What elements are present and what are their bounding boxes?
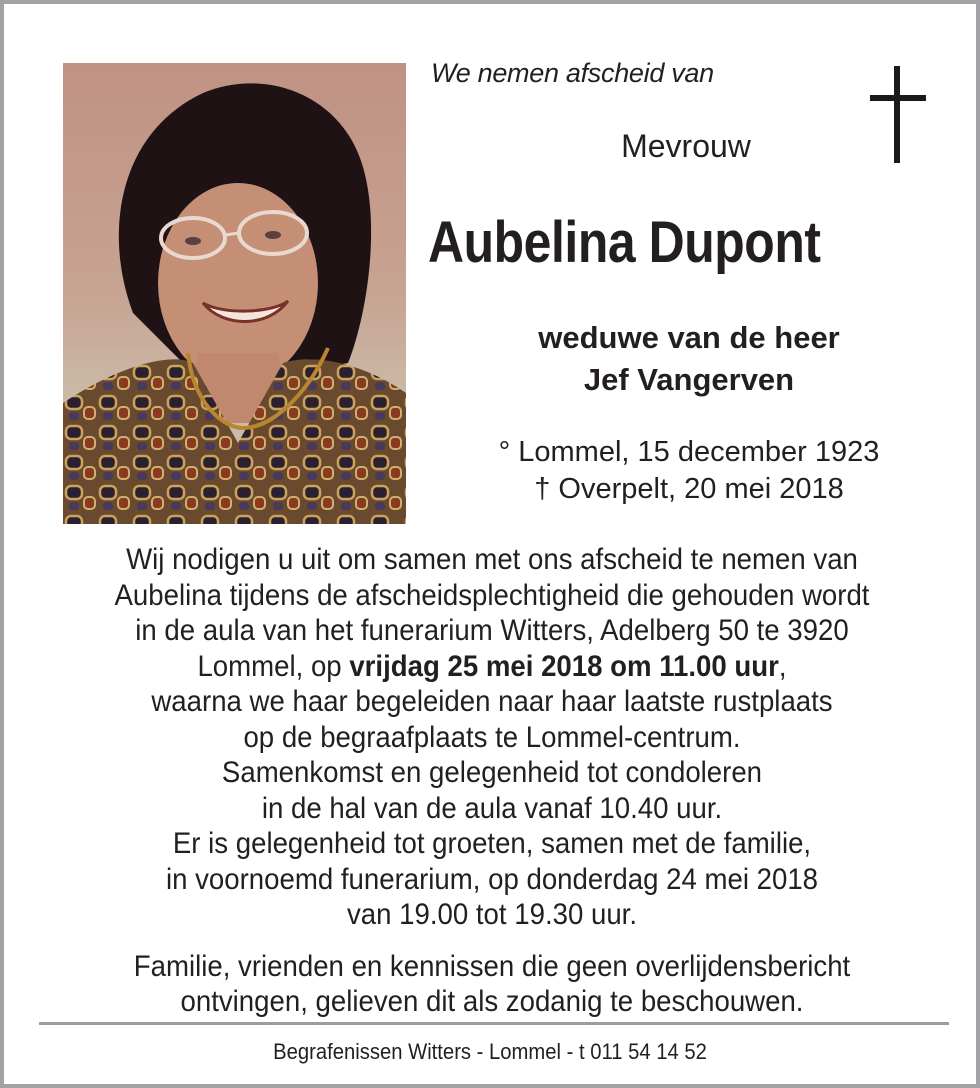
body-line: Samenkomst en gelegenheid tot condoleren bbox=[221, 756, 763, 789]
body-line: Er is gelegenheid tot groeten, samen met de familie, bbox=[172, 827, 812, 860]
body-line: van 19.00 tot 19.30 uur. bbox=[346, 898, 638, 931]
life-dates bbox=[444, 434, 934, 508]
salutation: Mevrouw bbox=[621, 128, 751, 164]
ceremony-details bbox=[61, 542, 922, 933]
footer-divider bbox=[39, 1022, 949, 1025]
ceremony-prefix: Lommel, op bbox=[197, 649, 350, 683]
death-date: † Overpelt, 20 mei 2018 bbox=[534, 473, 844, 505]
body-line: waarna we haar begeleiden naar haar laatste rustplaats bbox=[151, 685, 833, 718]
birth-date: ° Lommel, 15 december 1923 bbox=[498, 436, 880, 468]
closing-line: Familie, vrienden en kennissen die geen overlijdensbericht bbox=[133, 950, 851, 983]
spouse-relation: weduwe van de heer bbox=[538, 320, 840, 355]
intro-text: We nemen afscheid van bbox=[431, 58, 714, 88]
body-line: Aubelina tijdens de afscheidsplechtigheid die gehouden wordt bbox=[114, 578, 870, 612]
funeral-home-footer: Begrafenissen Witters - Lommel - t 011 54 14 52 bbox=[273, 1039, 707, 1064]
body-line: op de begraafplaats te Lommel-centrum. bbox=[243, 720, 741, 754]
ceremony-suffix: , bbox=[778, 649, 787, 683]
closing-line: ontvingen, gelieven dit als zodanig te beschouwen. bbox=[180, 985, 804, 1018]
death-notice-card bbox=[4, 4, 976, 1084]
body-line: Wij nodigen u uit om samen met ons afscheid te nemen van bbox=[126, 543, 858, 576]
ceremony-datetime: vrijdag 25 mei 2018 om 11.00 uur bbox=[349, 649, 779, 683]
body-line: in de hal van de aula vanaf 10.40 uur. bbox=[261, 791, 723, 825]
body-line: in de aula van het funerarium Witters, Adelberg 50 te 3920 bbox=[135, 614, 849, 647]
body-line: in voornoemd funerarium, op donderdag 24 mei 2018 bbox=[165, 862, 819, 896]
deceased-name: Aubelina Dupont bbox=[428, 210, 821, 275]
spouse-name: Jef Vangerven bbox=[583, 362, 795, 397]
portrait-photo bbox=[63, 63, 406, 524]
spouse-info bbox=[444, 317, 934, 401]
body-line-ceremony-date bbox=[61, 649, 922, 685]
closing-note bbox=[61, 949, 922, 1019]
